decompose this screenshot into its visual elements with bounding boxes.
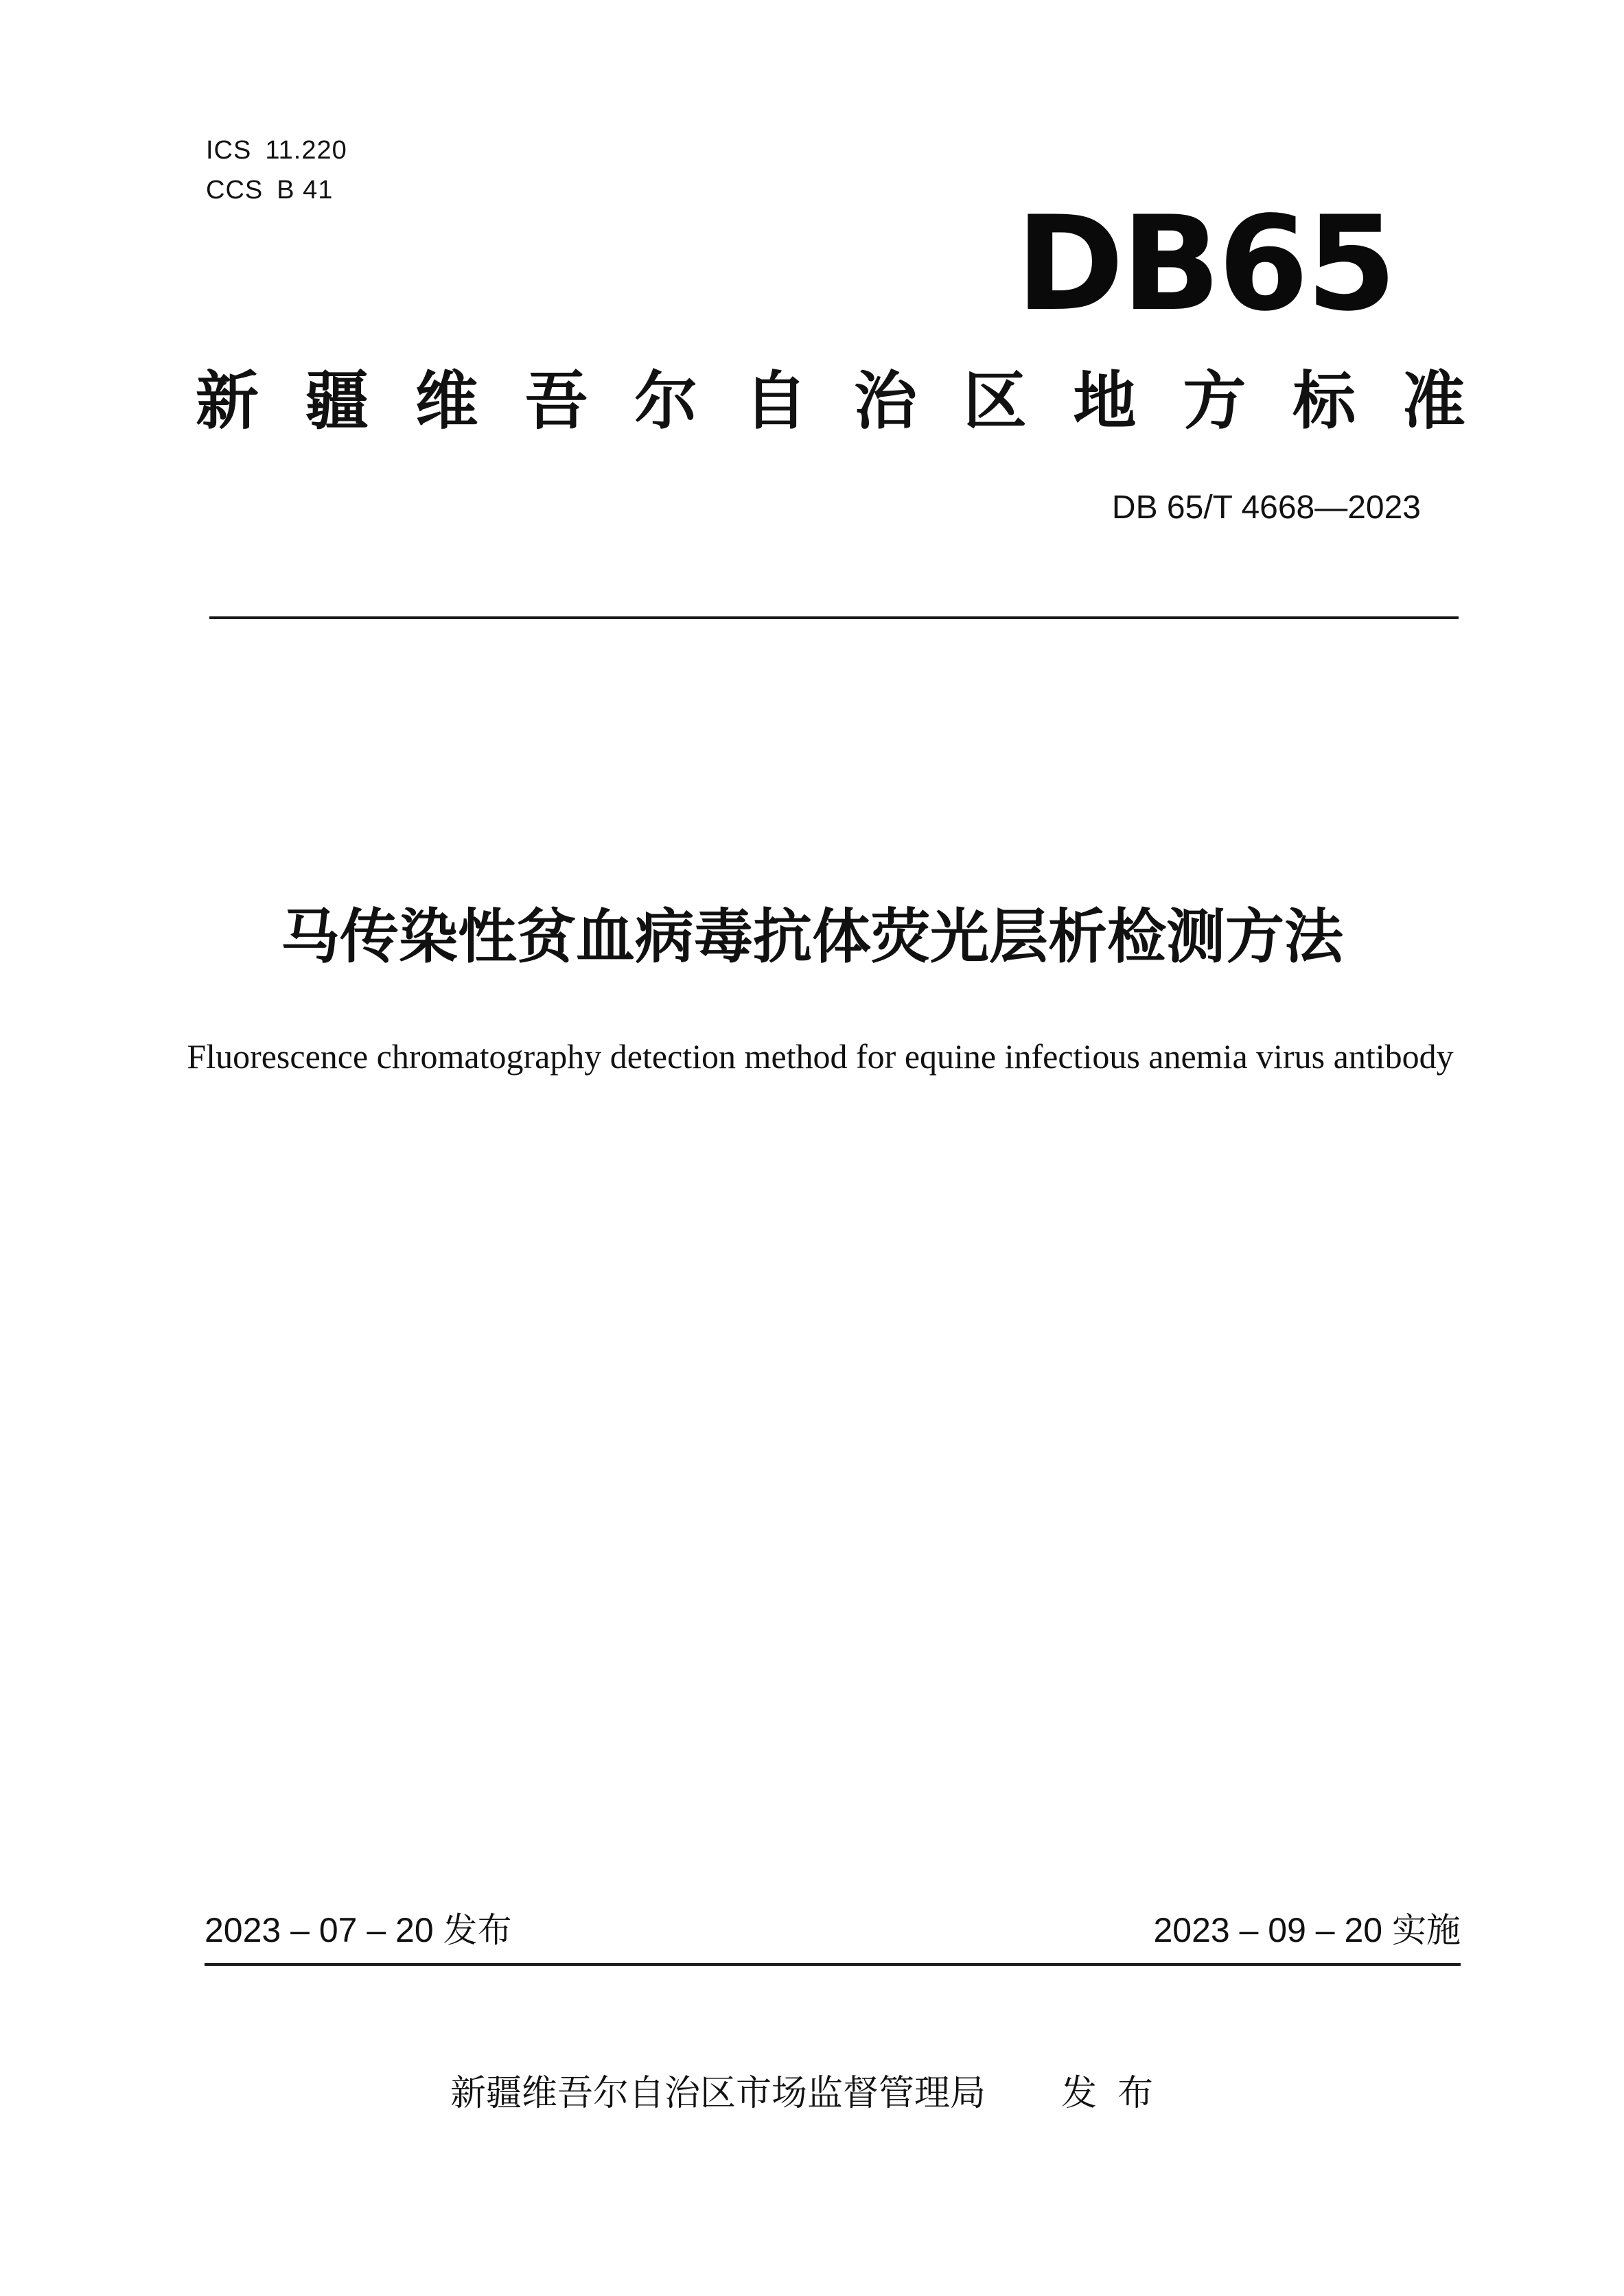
header-title-char: 尔 xyxy=(634,364,698,438)
standard-number: DB 65/T 4668—2023 xyxy=(1111,489,1421,526)
header-title-char: 标 xyxy=(1292,364,1356,438)
header-title-char: 新 xyxy=(196,364,259,438)
ics-value: 11.220 xyxy=(265,136,347,165)
date-row xyxy=(205,1908,1461,1952)
header-title-char: 吾 xyxy=(524,364,588,438)
header-title-char: 自 xyxy=(744,364,808,438)
classification-codes xyxy=(206,130,347,210)
header-title-char: 方 xyxy=(1183,364,1246,438)
document-title-chinese: 马传染性贫血病毒抗体荧光层析检测方法 xyxy=(281,903,1343,971)
header-title-char: 区 xyxy=(963,364,1027,438)
header-title-char: 维 xyxy=(415,364,478,438)
publish-action: 发布 xyxy=(1061,2073,1174,2114)
ccs-line xyxy=(206,170,347,210)
publisher-name: 新疆维吾尔自治区市场监督管理局 xyxy=(450,2073,986,2114)
ccs-value: B 41 xyxy=(277,176,334,205)
document-title-english: Fluorescence chromatography detection method for equine infectious anemia virus antibody xyxy=(187,1037,1454,1076)
implementation-date: 2023 – 09 – 20 实施 xyxy=(1153,1911,1461,1949)
publisher-line xyxy=(0,2069,1624,2118)
header-title-char: 准 xyxy=(1402,364,1465,438)
header-title-char: 治 xyxy=(853,364,917,438)
ccs-label: CCS xyxy=(206,176,264,205)
header-divider xyxy=(209,616,1459,619)
release-date: 2023 – 07 – 20 发布 xyxy=(205,1911,512,1949)
header-title-char: 疆 xyxy=(305,364,369,438)
standard-type-title xyxy=(196,364,1465,439)
db65-logo: DB65 xyxy=(1016,188,1394,340)
header-title-char: 地 xyxy=(1073,364,1137,438)
ics-label: ICS xyxy=(206,136,252,165)
ics-line xyxy=(206,130,347,170)
footer-divider xyxy=(205,1963,1461,1966)
